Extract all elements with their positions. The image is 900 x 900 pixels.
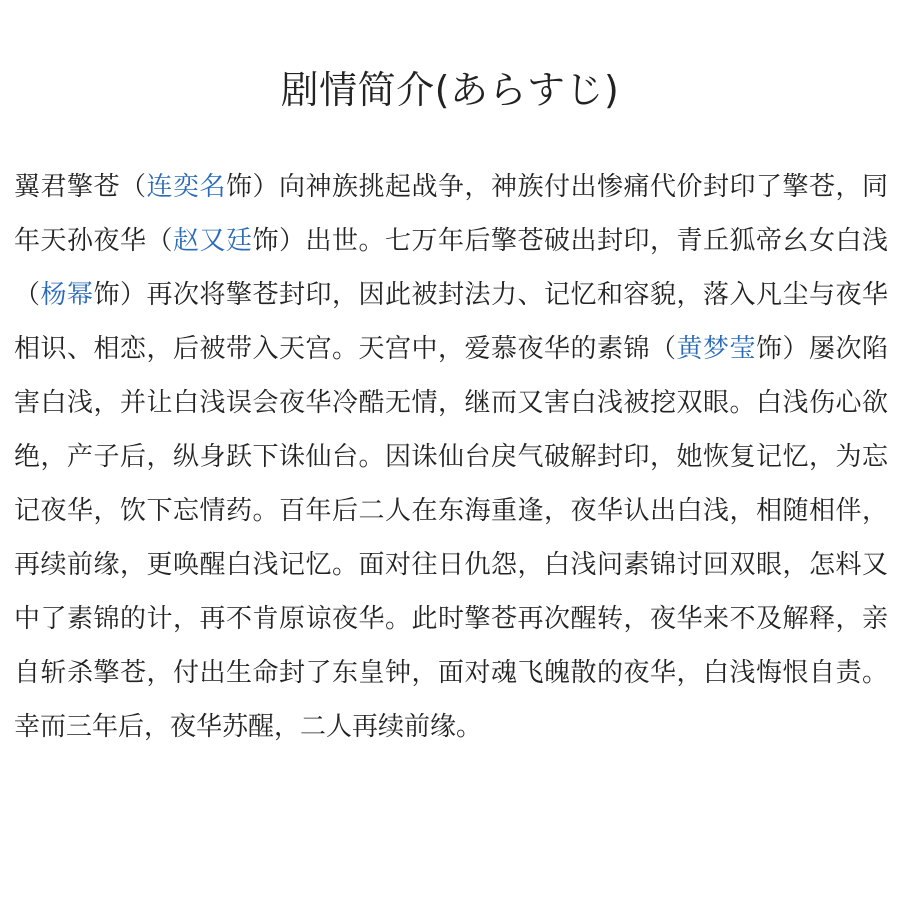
synopsis-text: 饰）出世。七万年后擎苍破出封印，青丘狐帝幺女白浅（ — [14, 226, 888, 310]
synopsis-text: 饰）再次将擎苍封印，因此被封法力、记忆和容貌，落入凡尘与夜华相识、相恋，后被带入天宫。天宫中，爱慕夜华的素锦（ — [14, 280, 888, 364]
synopsis-paragraph — [14, 160, 888, 754]
actor-link-yang-mi[interactable]: 杨幂 — [40, 280, 94, 310]
actor-link-zhao-youting[interactable]: 赵又廷 — [173, 226, 253, 256]
actor-link-huang-mengying[interactable]: 黄梦莹 — [676, 334, 756, 364]
synopsis-text: 翼君擎苍（ — [14, 172, 147, 202]
page-title: 剧情简介(あらすじ) — [280, 68, 620, 112]
actor-link-lian-yiming[interactable]: 连奕名 — [146, 172, 226, 202]
synopsis-text: 饰）向神族挑起战争，神族付出惨痛代价封印了擎苍，同年天孙夜华（ — [14, 172, 888, 256]
synopsis-text: 饰）屡次陷害白浅，并让白浅误会夜华冷酷无情，继而又害白浅被挖双眼。白浅伤心欲绝，产子后，纵身跃下诛仙台。因诛仙台戾气破解封印，她恢复记忆，为忘记夜华，饮下忘情药。百年后二人在东海重逢，夜华认出白浅，相随相伴，再续前缘，更唤醒白浅记忆。面对往日仇怨，白浅问素锦讨回双眼，怎料又中了素锦的计，再不肯原谅夜华。此时擎苍再次醒转，夜华来不及解释，亲自斩杀擎苍，付出生命封了东皇钟，面对魂飞魄散的夜华，白浅悔恨自责。幸而三年后，夜华苏醒，二人再续前缘。 — [14, 334, 888, 742]
